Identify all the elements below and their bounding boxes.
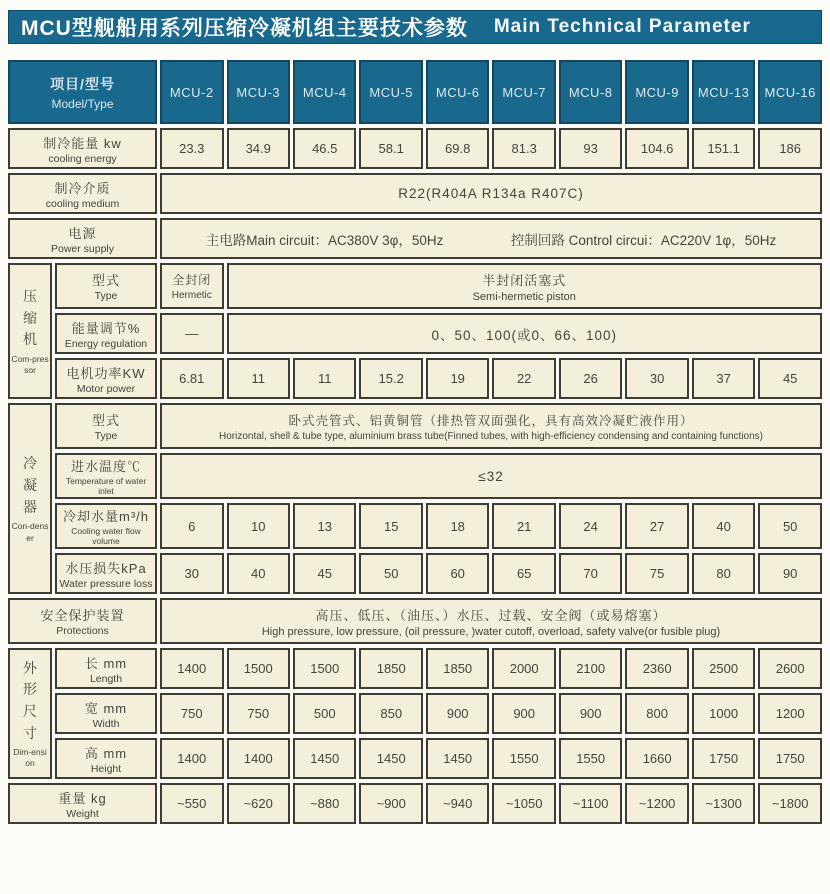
row-label-zh: 长 mm <box>84 655 128 671</box>
value-cell: 1400 <box>227 738 290 779</box>
value-cell: 24 <box>559 503 622 549</box>
energy-regulation-value: 0、50、100(或0、66、100) <box>227 313 823 354</box>
row-label-cooling-water-flow <box>55 503 157 549</box>
value-cell: 90 <box>758 553 822 594</box>
row-label-zh: 水压损失kPa <box>65 560 147 576</box>
value-cell: 80 <box>692 553 755 594</box>
value-cell: 1200 <box>758 693 822 734</box>
value-cell: 65 <box>492 553 555 594</box>
header-label-en: Model/Type <box>51 96 114 111</box>
row-label-zh: 进水温度℃ <box>71 459 142 474</box>
row-cooling-water-flow <box>8 503 822 549</box>
group-label-zh: 外形尺寸 <box>23 659 37 741</box>
row-label-en: Power supply <box>50 242 115 255</box>
row-label-weight <box>8 783 157 824</box>
row-label-length <box>55 648 157 689</box>
row-label-en: Motor power <box>76 382 136 395</box>
group-label-compressor <box>8 263 52 399</box>
header-label-zh: 项目/型号 <box>50 75 115 92</box>
value-cell: 40 <box>227 553 290 594</box>
value-cell: 70 <box>559 553 622 594</box>
value-cell: 58.1 <box>359 128 422 169</box>
row-condenser-type <box>8 403 822 449</box>
semi-hermetic-cell <box>227 263 823 309</box>
row-label-en: Type <box>94 430 118 442</box>
row-label-zh: 电机功率KW <box>66 365 146 381</box>
row-protections <box>8 598 822 644</box>
value-cell: 1660 <box>625 738 688 779</box>
page-title-zh: MCU型舰船用系列压缩冷凝机组主要技术参数 <box>21 17 468 40</box>
row-label-zh: 冷却水量m³/h <box>63 509 150 524</box>
control-circuit-text: 控制回路 Control circui：AC220V 1φ，50Hz <box>510 232 777 248</box>
value-cell: 800 <box>625 693 688 734</box>
row-label-zh: 电源 <box>68 225 97 241</box>
value-cell: 46.5 <box>293 128 356 169</box>
value-cell: 34.9 <box>227 128 290 169</box>
row-label-en: Protections <box>56 625 109 637</box>
main-circuit-text: 主电路Main circuit：AC380V 3φ，50Hz <box>205 232 444 248</box>
group-label-zh: 压缩机 <box>23 287 37 348</box>
value-cell: 104.6 <box>625 128 688 169</box>
value-cell: 2000 <box>492 648 555 689</box>
model-header: MCU-7 <box>492 60 555 124</box>
row-label-en: Cooling water flow volume <box>71 526 141 546</box>
row-weight <box>8 783 822 824</box>
page-title-bar <box>8 10 822 44</box>
row-label-en: Type <box>94 290 118 302</box>
value-cell: 1500 <box>293 648 356 689</box>
value-cell: 69.8 <box>426 128 489 169</box>
row-cooling-energy <box>8 128 822 169</box>
row-label-width <box>55 693 157 734</box>
value-cell: 900 <box>559 693 622 734</box>
row-label-compressor-type <box>55 263 157 309</box>
row-label-cooling-medium <box>8 173 157 214</box>
row-label-condenser-type <box>55 403 157 449</box>
spec-table <box>5 56 825 828</box>
value-cell: 37 <box>692 358 755 399</box>
semi-hermetic-en: Semi-hermetic piston <box>472 290 576 303</box>
group-label-en: Con-denser <box>11 521 49 543</box>
model-header: MCU-13 <box>692 60 755 124</box>
value-cell: 75 <box>625 553 688 594</box>
row-label-en: Length <box>89 672 123 685</box>
value-cell: 1000 <box>692 693 755 734</box>
row-label-zh: 制冷能量 kw <box>43 135 122 151</box>
header-model-type-cell <box>8 60 157 124</box>
value-cell: 13 <box>293 503 356 549</box>
value-cell: 1500 <box>227 648 290 689</box>
value-cell: 900 <box>426 693 489 734</box>
row-label-en: cooling medium <box>45 197 120 210</box>
row-label-en: Energy regulation <box>64 337 148 350</box>
value-cell: 45 <box>293 553 356 594</box>
hermetic-en: Hermetic <box>171 290 212 301</box>
row-label-zh: 宽 mm <box>84 700 128 716</box>
value-cell: ~620 <box>227 783 290 824</box>
group-label-zh: 冷凝器 <box>23 455 37 515</box>
group-label-condenser <box>8 403 52 594</box>
protections-en: High pressure, low pressure, (oil pressure, )water cutoff, overload, safety valve(or fusible plug) <box>261 625 721 638</box>
value-cell: 11 <box>293 358 356 399</box>
value-cell: 11 <box>227 358 290 399</box>
value-cell: 1400 <box>160 648 223 689</box>
value-cell: ~550 <box>160 783 223 824</box>
row-label-water-inlet-temp <box>55 453 157 499</box>
value-cell: ~1300 <box>692 783 755 824</box>
model-header: MCU-4 <box>293 60 356 124</box>
value-cell: 19 <box>426 358 489 399</box>
value-cell: 21 <box>492 503 555 549</box>
row-label-zh: 制冷介质 <box>54 180 111 196</box>
row-label-zh: 能量调节% <box>71 320 141 336</box>
value-cell: 1750 <box>758 738 822 779</box>
value-cell: 2100 <box>559 648 622 689</box>
value-cell: 40 <box>692 503 755 549</box>
row-label-zh: 型式 <box>92 273 121 288</box>
row-label-water-pressure-loss <box>55 553 157 594</box>
value-cell: 850 <box>359 693 422 734</box>
model-header: MCU-2 <box>160 60 223 124</box>
hermetic-zh: 全封闭 <box>172 273 212 287</box>
value-cell: 10 <box>227 503 290 549</box>
value-cell: ~1800 <box>758 783 822 824</box>
value-cell: 18 <box>426 503 489 549</box>
value-cell: 45 <box>758 358 822 399</box>
row-label-zh: 型式 <box>92 413 121 428</box>
row-compressor-type <box>8 263 822 309</box>
row-width <box>8 693 822 734</box>
row-label-en: cooling energy <box>48 152 117 165</box>
model-header: MCU-16 <box>758 60 822 124</box>
value-cell: ~880 <box>293 783 356 824</box>
value-cell: 15 <box>359 503 422 549</box>
protections-zh: 高压、低压、（油压、）水压、过载、安全阀（或易熔塞） <box>315 607 667 623</box>
value-cell: 30 <box>625 358 688 399</box>
value-cell: ~1200 <box>625 783 688 824</box>
energy-regulation-dash: — <box>160 313 223 354</box>
value-cell: 6.81 <box>160 358 223 399</box>
row-cooling-medium <box>8 173 822 214</box>
row-label-en: Temperature of water inlet <box>65 476 147 496</box>
value-cell: 151.1 <box>692 128 755 169</box>
value-cell: 900 <box>492 693 555 734</box>
row-water-inlet-temp <box>8 453 822 499</box>
row-energy-regulation <box>8 313 822 354</box>
table-header-row <box>8 60 822 124</box>
row-label-energy-regulation <box>55 313 157 354</box>
value-cell: 750 <box>227 693 290 734</box>
row-label-power-supply <box>8 218 157 259</box>
model-header: MCU-6 <box>426 60 489 124</box>
power-supply-value <box>160 218 822 259</box>
semi-hermetic-zh: 半封闭活塞式 <box>482 272 567 288</box>
value-cell: ~900 <box>359 783 422 824</box>
value-cell: 93 <box>559 128 622 169</box>
row-power-supply <box>8 218 822 259</box>
group-label-dimension <box>8 648 52 779</box>
value-cell: 2500 <box>692 648 755 689</box>
page-title-en: Main Technical Parameter <box>493 16 751 37</box>
value-cell: ~1050 <box>492 783 555 824</box>
value-cell: 750 <box>160 693 223 734</box>
row-height <box>8 738 822 779</box>
row-label-protections <box>8 598 157 644</box>
value-cell: ~940 <box>426 783 489 824</box>
value-cell: 1400 <box>160 738 223 779</box>
row-water-pressure-loss <box>8 553 822 594</box>
value-cell: 23.3 <box>160 128 223 169</box>
value-cell: 15.2 <box>359 358 422 399</box>
row-label-en: Width <box>92 717 120 730</box>
row-label-motor-power <box>55 358 157 399</box>
row-label-zh: 高 mm <box>84 745 128 761</box>
model-header: MCU-8 <box>559 60 622 124</box>
row-label-zh: 重量 kg <box>58 790 107 806</box>
value-cell: 1450 <box>426 738 489 779</box>
value-cell: 22 <box>492 358 555 399</box>
value-cell: 30 <box>160 553 223 594</box>
value-cell: 26 <box>559 358 622 399</box>
model-header: MCU-3 <box>227 60 290 124</box>
row-label-zh: 安全保护装置 <box>40 608 125 623</box>
condenser-type-zh: 卧式壳管式、铝黄铜管（排热管双面强化，具有高效冷凝贮液作用） <box>288 413 694 428</box>
hermetic-cell <box>160 263 223 309</box>
value-cell: 1850 <box>426 648 489 689</box>
model-header: MCU-9 <box>625 60 688 124</box>
value-cell: 50 <box>359 553 422 594</box>
value-cell: 1450 <box>293 738 356 779</box>
value-cell: 2360 <box>625 648 688 689</box>
value-cell: ~1100 <box>559 783 622 824</box>
model-header: MCU-5 <box>359 60 422 124</box>
value-cell: 186 <box>758 128 822 169</box>
row-label-en: Water pressure loss <box>59 577 153 590</box>
value-cell: 2600 <box>758 648 822 689</box>
value-cell: 1750 <box>692 738 755 779</box>
value-cell: 1450 <box>359 738 422 779</box>
group-label-en: Dim-ension <box>13 747 47 769</box>
protections-value <box>160 598 822 644</box>
cooling-medium-value: R22(R404A R134a R407C) <box>160 173 822 214</box>
value-cell: 500 <box>293 693 356 734</box>
value-cell: 60 <box>426 553 489 594</box>
row-label-en: Height <box>90 762 122 775</box>
value-cell: 6 <box>160 503 223 549</box>
row-label-en: Weight <box>66 807 99 820</box>
row-label-height <box>55 738 157 779</box>
value-cell: 1550 <box>492 738 555 779</box>
row-motor-power <box>8 358 822 399</box>
value-cell: 27 <box>625 503 688 549</box>
value-cell: 1550 <box>559 738 622 779</box>
value-cell: 1850 <box>359 648 422 689</box>
row-length <box>8 648 822 689</box>
value-cell: 81.3 <box>492 128 555 169</box>
condenser-type-en: Horizontal, shell & tube type, aluminium brass tube(Finned tubes, with high-efficiency condensing and containing functions) <box>219 430 764 442</box>
group-label-en: Com-pressor <box>11 353 49 376</box>
value-cell: 50 <box>758 503 822 549</box>
water-inlet-temp-value: ≤32 <box>160 453 822 499</box>
row-label-cooling-energy <box>8 128 157 169</box>
condenser-type-value <box>160 403 822 449</box>
